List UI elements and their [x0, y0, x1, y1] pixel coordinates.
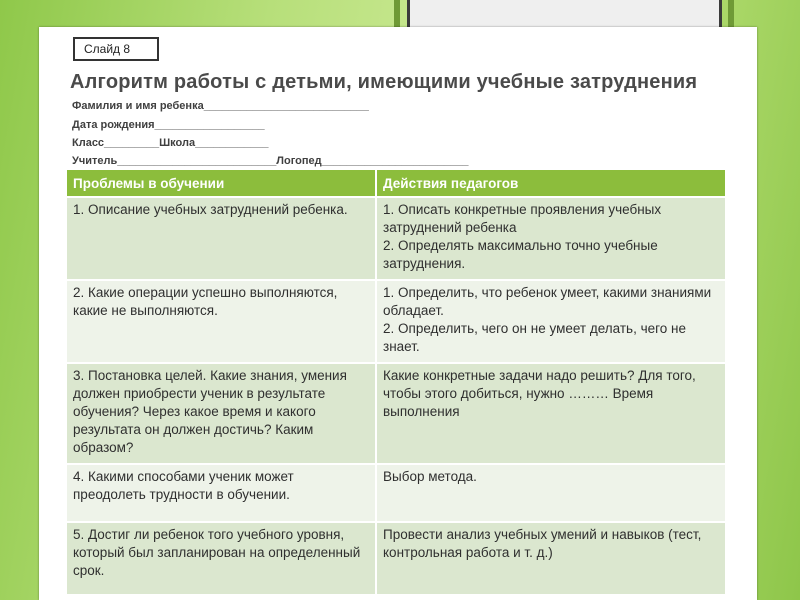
problem-cell: 3. Постановка целей. Какие знания, умения должен приобрести ученик в результате обучения? Через какое время и какого результата он должен достичь? Каким образом?: [67, 363, 376, 464]
action-cell: 1. Описать конкретные проявления учебных затруднений ребенка 2. Определять максимально точно учебные затруднения.: [376, 197, 725, 280]
problem-cell: 4. Какими способами ученик может преодолеть трудности в обучении.: [67, 464, 376, 522]
form-line-class-school: Класс_________Школа____________: [72, 137, 269, 149]
form-line-birthdate: Дата рождения__________________: [72, 119, 265, 131]
action-cell: Провести анализ учебных умений и навыков (тест, контрольная работа и т. д.): [376, 522, 725, 594]
table-row: [67, 197, 725, 280]
table-row: [67, 464, 725, 522]
table-row: [67, 363, 725, 464]
form-line-teacher-speech-therapist: Учитель__________________________Логопед________________________: [72, 155, 469, 167]
header-problems: Проблемы в обучении: [67, 170, 376, 197]
problem-cell: 1. Описание учебных затруднений ребенка.: [67, 197, 376, 280]
action-cell: Какие конкретные задачи надо решить? Для того, чтобы этого добиться, нужно ……… Время выполнения: [376, 363, 725, 464]
problem-cell: 2. Какие операции успешно выполняются, какие не выполняются.: [67, 280, 376, 363]
slide-number-label: Слайд 8: [73, 37, 159, 61]
form-line-name: Фамилия и имя ребенка___________________________: [72, 100, 369, 112]
header-actions: Действия педагогов: [376, 170, 725, 197]
table-header-row: [67, 170, 725, 197]
action-cell: 1. Определить, что ребенок умеет, какими знаниями обладает. 2. Определить, чего он не умеет делать, чего не знает.: [376, 280, 725, 363]
table-row: [67, 522, 725, 594]
algorithm-table: [67, 170, 725, 594]
action-cell: Выбор метода.: [376, 464, 725, 522]
page-title: Алгоритм работы с детьми, имеющими учебные затруднения: [70, 71, 698, 93]
table-row: [67, 280, 725, 363]
problem-cell: 5. Достиг ли ребенок того учебного уровня, который был запланирован на определенный срок.: [67, 522, 376, 594]
